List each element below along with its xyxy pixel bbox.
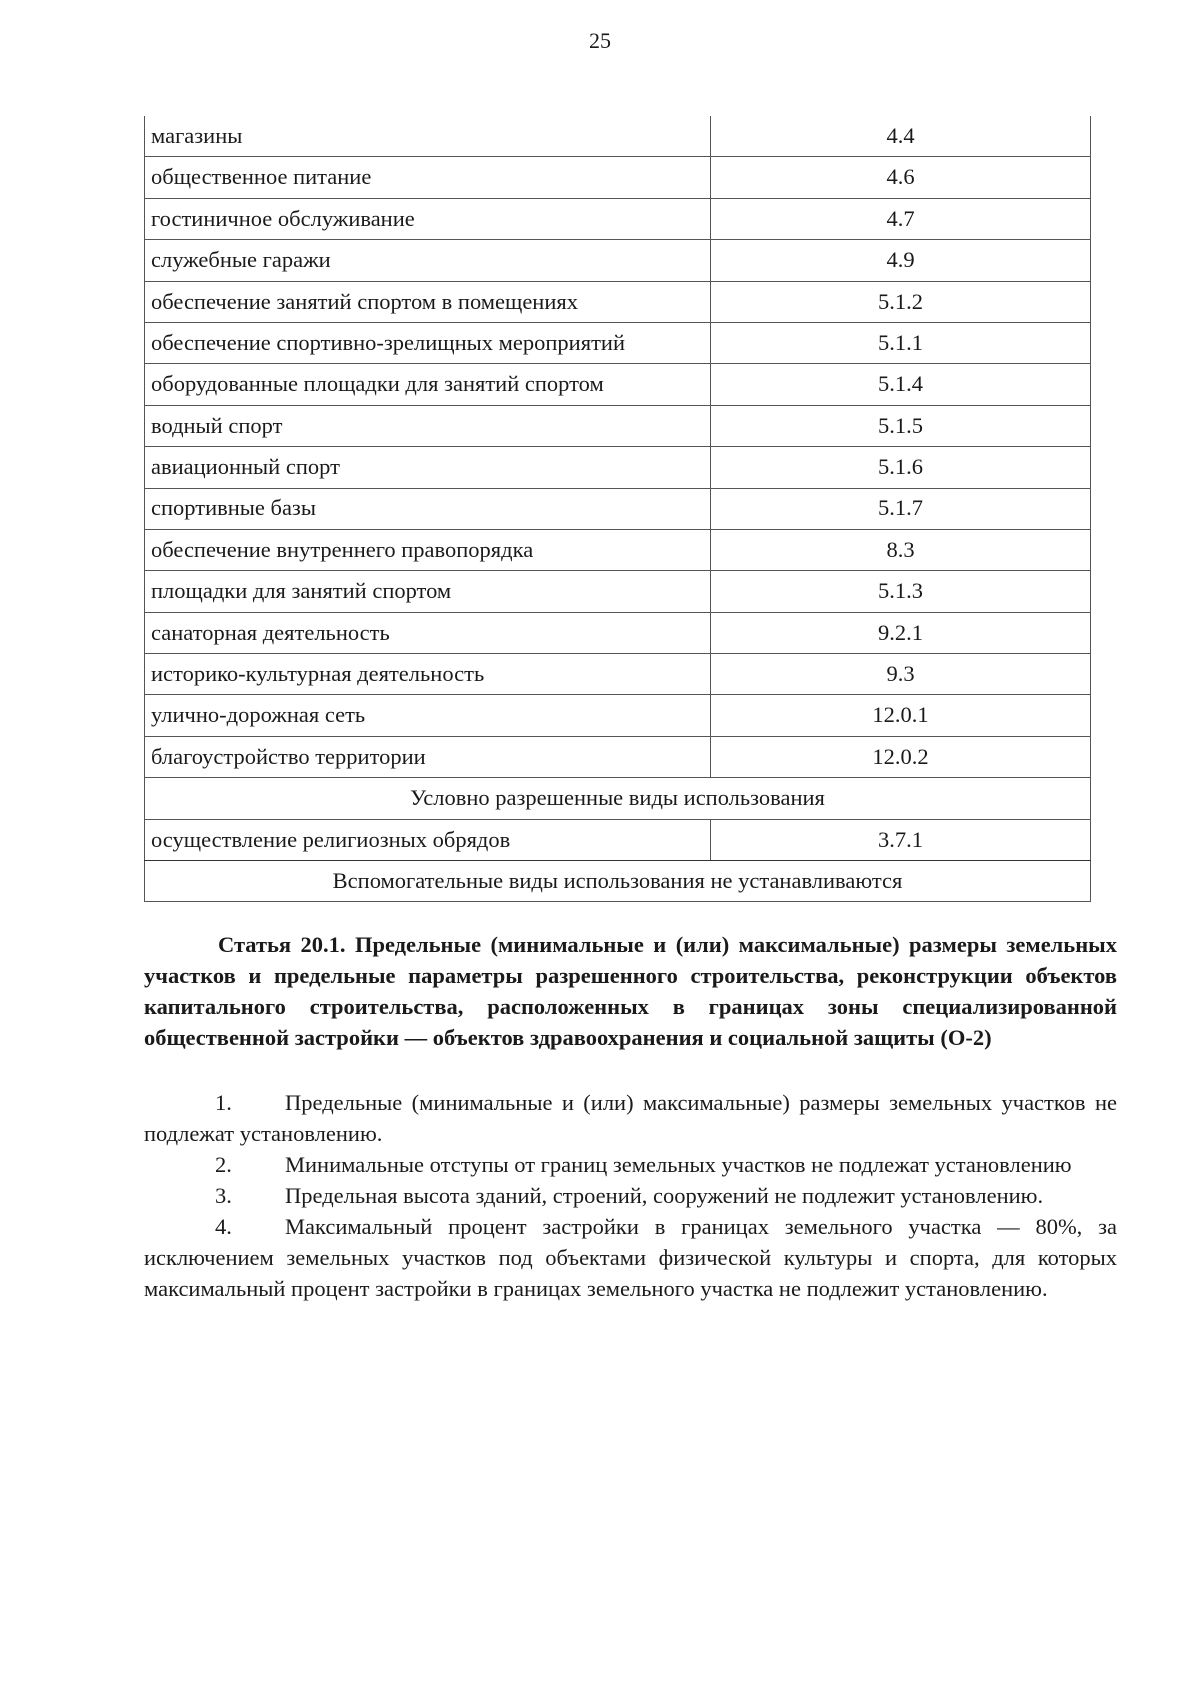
use-code-cell: 5.1.1	[711, 322, 1091, 363]
auxiliary-uses-row	[145, 861, 1091, 902]
use-name-cell: служебные гаражи	[145, 240, 711, 281]
table-row	[145, 695, 1091, 736]
use-name-cell: обеспечение внутреннего правопорядка	[145, 529, 711, 570]
table-row	[145, 447, 1091, 488]
item-number: 2.	[215, 1152, 232, 1177]
item-text: Минимальные отступы от границ земельных участков не подлежат установлению	[285, 1152, 1072, 1177]
use-code-cell: 4.4	[711, 116, 1091, 157]
use-name-cell: площадки для занятий спортом	[145, 571, 711, 612]
use-name-cell: гостиничное обслуживание	[145, 198, 711, 239]
list-item	[144, 1149, 1117, 1180]
use-name-cell: осуществление религиозных обрядов	[145, 819, 711, 860]
table-row	[145, 198, 1091, 239]
item-text: Предельная высота зданий, строений, сооружений не подлежит установлению.	[285, 1183, 1044, 1208]
list-item	[144, 1211, 1117, 1304]
use-code-cell: 9.2.1	[711, 612, 1091, 653]
use-name-cell: спортивные базы	[145, 488, 711, 529]
table-row	[145, 819, 1091, 860]
use-name-cell: историко-культурная деятельность	[145, 654, 711, 695]
use-name-cell: общественное питание	[145, 157, 711, 198]
land-use-table	[144, 116, 1091, 902]
use-name-cell: магазины	[145, 116, 711, 157]
table-row	[145, 364, 1091, 405]
use-code-cell: 5.1.3	[711, 571, 1091, 612]
table-row	[145, 157, 1091, 198]
use-code-cell: 5.1.6	[711, 447, 1091, 488]
use-code-cell: 12.0.2	[711, 736, 1091, 777]
use-name-cell: обеспечение занятий спортом в помещениях	[145, 281, 711, 322]
use-name-cell: водный спорт	[145, 405, 711, 446]
table-row	[145, 116, 1091, 157]
use-code-cell: 4.7	[711, 198, 1091, 239]
use-name-cell: улично-дорожная сеть	[145, 695, 711, 736]
article-items	[144, 1087, 1117, 1304]
use-code-cell: 9.3	[711, 654, 1091, 695]
use-name-cell: благоустройство территории	[145, 736, 711, 777]
conditional-uses-header-row	[145, 778, 1091, 819]
auxiliary-uses-note: Вспомогательные виды использования не устанавливаются	[145, 861, 1091, 902]
conditional-uses-header: Условно разрешенные виды использования	[145, 778, 1091, 819]
list-item	[144, 1180, 1117, 1211]
list-item	[144, 1087, 1117, 1149]
item-text: Предельные (минимальные и (или) максимальные) размеры земельных участков не подлежат установлению.	[144, 1090, 1117, 1146]
land-use-table-body	[145, 116, 1091, 902]
use-code-cell: 5.1.7	[711, 488, 1091, 529]
table-row	[145, 571, 1091, 612]
table-row	[145, 322, 1091, 363]
use-code-cell: 4.6	[711, 157, 1091, 198]
use-code-cell: 5.1.2	[711, 281, 1091, 322]
table-row	[145, 654, 1091, 695]
use-name-cell: обеспечение спортивно-зрелищных мероприятий	[145, 322, 711, 363]
use-code-cell: 5.1.5	[711, 405, 1091, 446]
table-row	[145, 240, 1091, 281]
article-heading: Статья 20.1. Предельные (минимальные и (или) максимальные) размеры земельных участков и предельные параметры разрешенного строительства, реконструкции объектов капитального строительства, расположенных в границах зоны специализированной общественной застройки — объектов здравоохранения и социальной защиты (О-2)	[144, 932, 1117, 1050]
use-code-cell: 12.0.1	[711, 695, 1091, 736]
use-name-cell: санаторная деятельность	[145, 612, 711, 653]
table-row	[145, 405, 1091, 446]
use-name-cell: авиационный спорт	[145, 447, 711, 488]
item-number: 4.	[215, 1214, 232, 1239]
item-text: Максимальный процент застройки в границах земельного участка — 80%, за исключением земельных участков под объектами физической культуры и спорта, для которых максимальный процент застройки в границах земельного участка не подлежит установлению.	[144, 1214, 1117, 1301]
page-number: 25	[589, 28, 611, 53]
table-row	[145, 281, 1091, 322]
use-code-cell: 3.7.1	[711, 819, 1091, 860]
table-row	[145, 612, 1091, 653]
article-section	[144, 929, 1117, 1304]
use-code-cell: 8.3	[711, 529, 1091, 570]
use-name-cell: оборудованные площадки для занятий спортом	[145, 364, 711, 405]
table-row	[145, 529, 1091, 570]
item-number: 3.	[215, 1183, 232, 1208]
use-code-cell: 5.1.4	[711, 364, 1091, 405]
table-row	[145, 736, 1091, 777]
item-number: 1.	[215, 1090, 232, 1115]
use-code-cell: 4.9	[711, 240, 1091, 281]
table-row	[145, 488, 1091, 529]
